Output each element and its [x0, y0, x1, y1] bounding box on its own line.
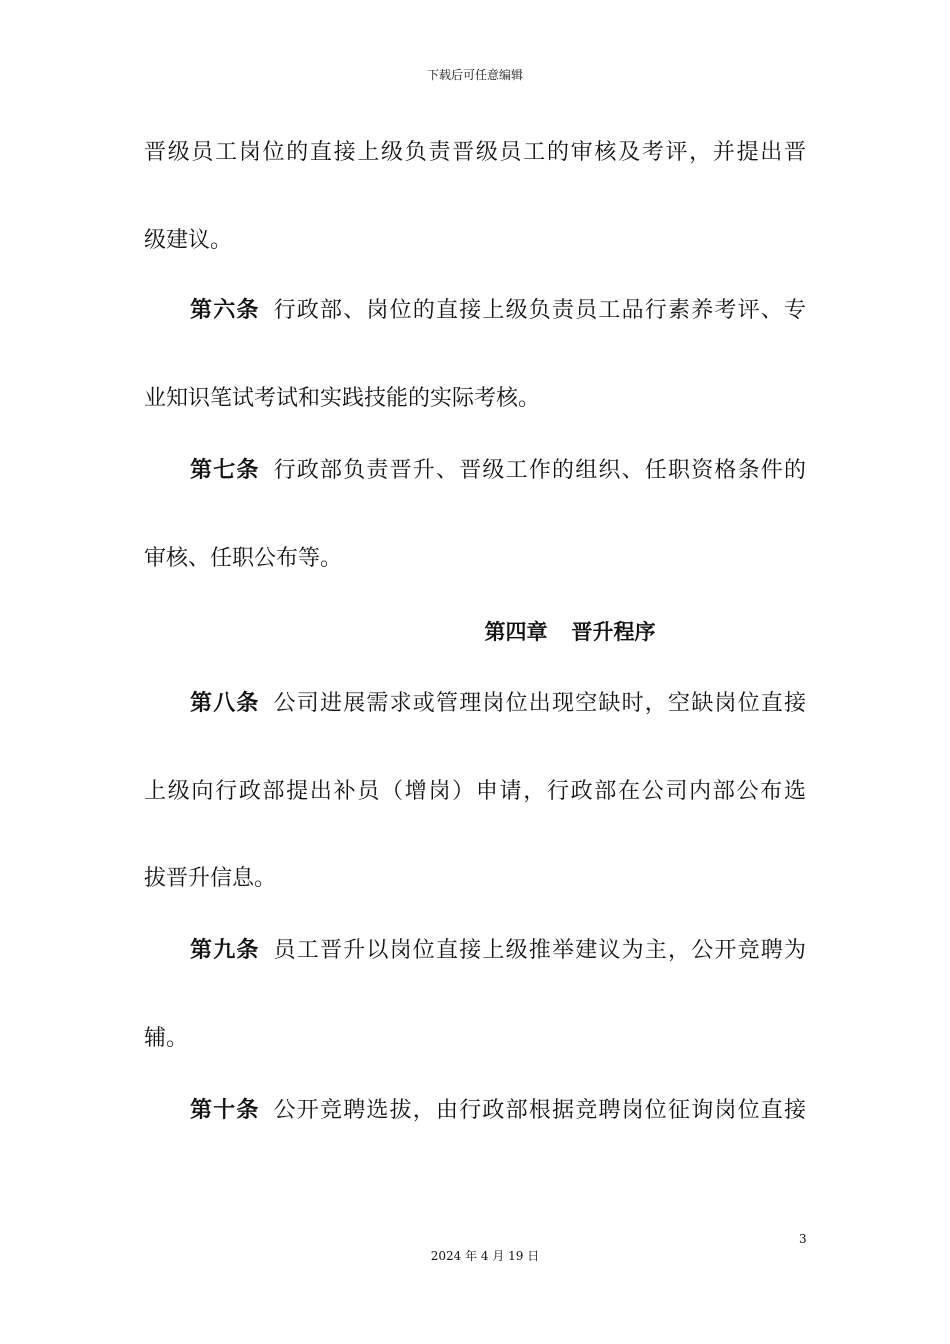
article-text: 行政部、岗位的直接上级负责员工品行素养考评、专 [273, 298, 806, 323]
article-text: 员工晋升以岗位直接上级推举建议为主，公开竞聘为 [273, 938, 806, 963]
article-text: 行政部负责晋升、晋级工作的组织、任职资格条件的 [273, 458, 806, 483]
paragraph-line: 审核、任职公布等。 [144, 546, 343, 571]
paragraph-line: 拔晋升信息。 [144, 866, 277, 891]
chapter-number: 第四章 [484, 620, 548, 644]
article-8 [144, 689, 806, 719]
article-number: 第七条 [190, 458, 260, 483]
chapter-title: 晋升程序 [571, 620, 656, 644]
page-footer-date: 2024 年 4 月 19 日 [430, 1249, 540, 1263]
article-10 [144, 1096, 806, 1126]
chapter-heading [0, 617, 950, 647]
article-7 [144, 456, 806, 486]
article-number: 第六条 [190, 298, 260, 323]
paragraph-line: 上级向行政部提出补员（增岗）申请，行政部在公司内部公布选 [144, 779, 806, 804]
paragraph-line: 辅。 [144, 1026, 189, 1051]
article-text: 公司进展需求或管理岗位出现空缺时，空缺岗位直接 [273, 691, 806, 716]
paragraph-line: 级建议。 [144, 228, 233, 253]
article-text: 公开竞聘选拔，由行政部根据竞聘岗位征询岗位直接 [273, 1098, 806, 1123]
article-number: 第九条 [190, 938, 260, 963]
article-6 [144, 296, 806, 326]
page-number: 3 [799, 1232, 807, 1246]
article-9 [144, 936, 806, 966]
paragraph-line: 业知识笔试考试和实践技能的实际考核。 [144, 386, 541, 411]
article-number: 第十条 [190, 1098, 260, 1123]
article-number: 第八条 [190, 691, 260, 716]
paragraph-line: 晋级员工岗位的直接上级负责晋级员工的审核及考评，并提出晋 [144, 140, 806, 165]
page-header: 下载后可任意编辑 [426, 68, 523, 82]
